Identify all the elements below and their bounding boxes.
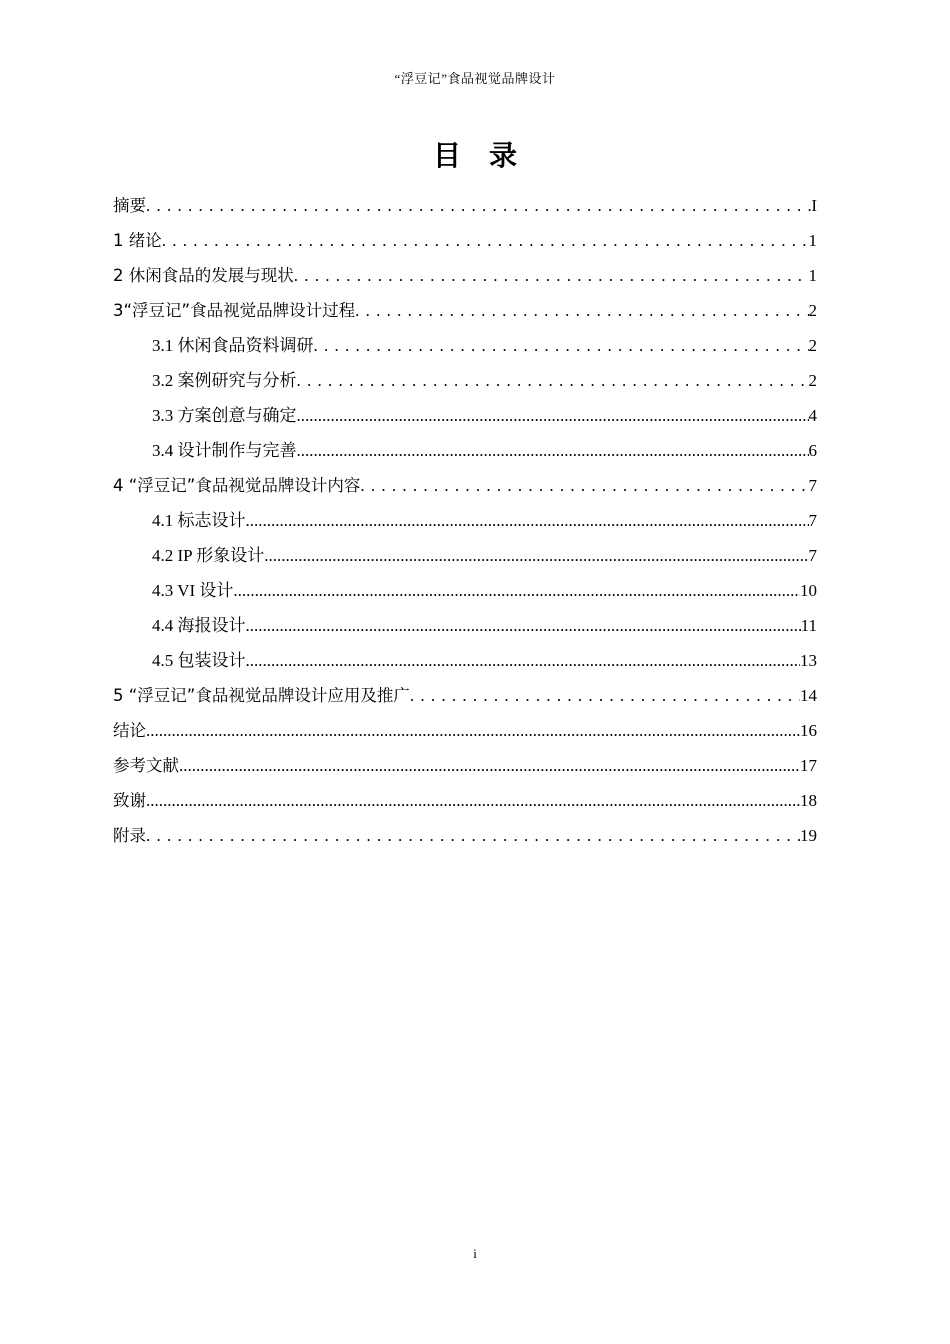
toc-title: 目录 (432, 139, 545, 172)
toc-entry-label: 3.3 方案创意与确定 (152, 406, 297, 425)
toc-entry-page: 17 (800, 756, 817, 775)
toc-entry-label: 3.2 案例研究与分析 (152, 371, 297, 390)
toc-entry-page: 7 (808, 546, 817, 565)
dot-leader (246, 608, 801, 643)
toc-entry-label: 3“浮豆记”食品视觉品牌设计过程 (113, 301, 356, 320)
toc-entry-page: 7 (808, 511, 817, 530)
table-of-contents (113, 188, 817, 853)
toc-entry[interactable] (113, 748, 817, 783)
dot-leader (146, 783, 800, 818)
dot-leader (297, 398, 809, 433)
toc-entry-page: 13 (800, 651, 817, 670)
toc-entry-page: 14 (800, 686, 817, 705)
toc-entry-page: 2 (808, 336, 817, 355)
toc-entry-label: 参考文献 (113, 756, 179, 775)
dot-leader (162, 223, 809, 258)
toc-entry[interactable] (113, 678, 817, 713)
toc-entry[interactable] (113, 818, 817, 853)
toc-entry[interactable] (113, 433, 817, 468)
toc-entry[interactable] (113, 188, 817, 223)
dot-leader (179, 748, 800, 783)
dot-leader (294, 258, 809, 293)
toc-entry[interactable] (113, 783, 817, 818)
toc-entry[interactable] (113, 503, 817, 538)
toc-entry-label: 5 “浮豆记”食品视觉品牌设计应用及推广 (113, 686, 410, 705)
toc-entry[interactable] (113, 608, 817, 643)
dot-leader (146, 188, 811, 223)
toc-entry-page: 7 (808, 476, 817, 495)
toc-entry[interactable] (113, 713, 817, 748)
toc-entry-label: 4.1 标志设计 (152, 511, 246, 530)
toc-entry-label: 2 休闲食品的发展与现状 (113, 266, 294, 285)
toc-entry-label: 4.3 VI 设计 (152, 581, 234, 600)
dot-leader (146, 818, 800, 853)
toc-entry[interactable] (113, 363, 817, 398)
toc-entry-page: 18 (800, 791, 817, 810)
dot-leader (246, 503, 809, 538)
toc-entry-page: I (811, 196, 817, 215)
dot-leader (264, 538, 808, 573)
toc-entry[interactable] (113, 538, 817, 573)
toc-entry[interactable] (113, 293, 817, 328)
page-number: i (473, 1246, 477, 1261)
running-header: “浮豆记”食品视觉品牌设计 (394, 71, 556, 86)
toc-entry-label: 4 “浮豆记”食品视觉品牌设计内容 (113, 476, 361, 495)
toc-entry-page: 16 (800, 721, 817, 740)
dot-leader (360, 468, 808, 503)
toc-entry-label: 1 绪论 (113, 231, 162, 250)
dot-leader (314, 328, 809, 363)
toc-entry-page: 11 (800, 616, 817, 635)
toc-entry-label: 摘要 (113, 196, 146, 215)
toc-entry-page: 4 (808, 406, 817, 425)
toc-entry-label: 3.1 休闲食品资料调研 (152, 336, 314, 355)
toc-entry-page: 1 (808, 231, 817, 250)
toc-entry-page: 1 (808, 266, 817, 285)
toc-entry-label: 3.4 设计制作与完善 (152, 441, 297, 460)
dot-leader (146, 713, 800, 748)
toc-entry[interactable] (113, 573, 817, 608)
dot-leader (410, 678, 800, 713)
dot-leader (246, 643, 801, 678)
dot-leader (233, 573, 800, 608)
toc-entry-label: 4.5 包装设计 (152, 651, 246, 670)
toc-entry-page: 10 (800, 581, 817, 600)
toc-entry-page: 2 (808, 371, 817, 390)
toc-entry-page: 2 (808, 301, 817, 320)
toc-entry[interactable] (113, 258, 817, 293)
toc-entry[interactable] (113, 328, 817, 363)
toc-entry-label: 4.2 IP 形象设计 (152, 546, 265, 565)
dot-leader (297, 363, 809, 398)
toc-entry[interactable] (113, 468, 817, 503)
toc-entry[interactable] (113, 643, 817, 678)
toc-entry-label: 结论 (113, 721, 146, 740)
toc-entry[interactable] (113, 223, 817, 258)
dot-leader (297, 433, 809, 468)
toc-entry-label: 附录 (113, 826, 146, 845)
toc-entry-label: 4.4 海报设计 (152, 616, 246, 635)
toc-entry-page: 6 (808, 441, 817, 460)
toc-entry-page: 19 (800, 826, 817, 845)
toc-entry-label: 致谢 (113, 791, 146, 810)
dot-leader (355, 293, 808, 328)
toc-entry[interactable] (113, 398, 817, 433)
